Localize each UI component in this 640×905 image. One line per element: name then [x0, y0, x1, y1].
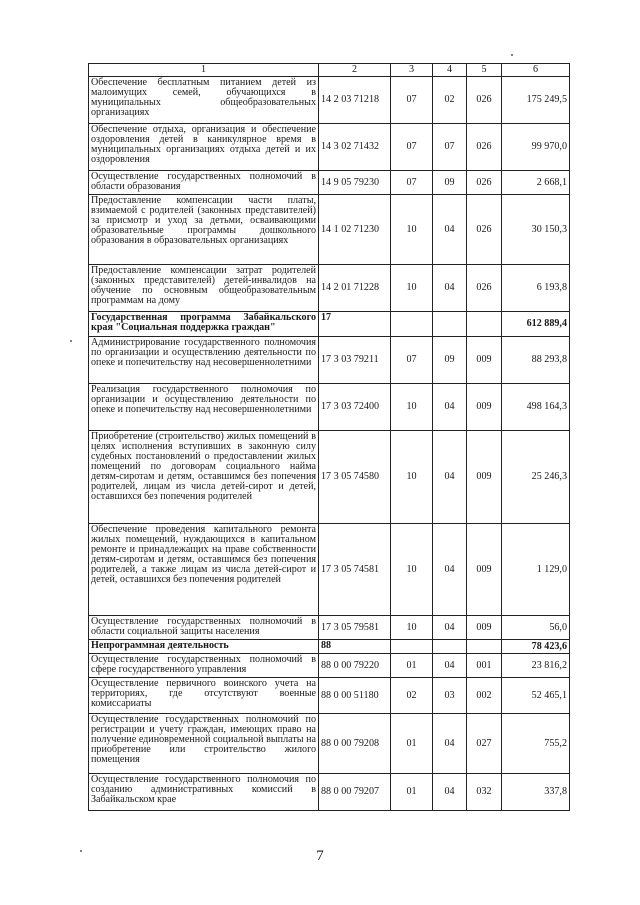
cell-expense-type: 026 [467, 195, 502, 265]
cell-name: Осуществление государственных полномочий по регистрации и учету граждан, имеющих право на получение единовременной социальной выплаты на приобретение или строительство жилого помещения [89, 714, 319, 774]
scan-speck [80, 850, 82, 852]
cell-section: 10 [391, 524, 433, 616]
cell-amount: 78 423,6 [502, 640, 570, 654]
cell-target-code: 14 2 03 71218 [319, 77, 391, 124]
table-row [89, 616, 570, 640]
cell-name: Государственная программа Забайкальского края "Социальная поддержка граждан" [89, 312, 319, 337]
cell-target-code: 17 3 05 79581 [319, 616, 391, 640]
cell-target-code: 17 3 05 74581 [319, 524, 391, 616]
cell-amount: 175 249,5 [502, 77, 570, 124]
cell-name: Обеспечение отдыха, организация и обеспечение оздоровления детей в каникулярное время в муниципальных организациях отдыха детей и их оздоровления [89, 124, 319, 171]
table-row [89, 524, 570, 616]
cell-name: Предоставление компенсации затрат родителей (законных представителей) детей-инвалидов на обучение по основным общеобразовательным программам на дому [89, 265, 319, 312]
cell-expense-type: 032 [467, 774, 502, 811]
table-body [89, 77, 570, 811]
cell-amount: 755,2 [502, 714, 570, 774]
table-row [89, 77, 570, 124]
table-row [89, 654, 570, 678]
cell-expense-type: 002 [467, 678, 502, 714]
cell-name: Администрирование государственного полномочия по организации и осуществлению деятельности по опеке и попечительству над несовершеннолетними [89, 337, 319, 384]
cell-name: Осуществление государственных полномочий в области социальной защиты населения [89, 616, 319, 640]
cell-section: 10 [391, 431, 433, 524]
cell-target-code: 17 [319, 312, 391, 337]
cell-target-code: 17 3 05 74580 [319, 431, 391, 524]
scan-speck [70, 340, 72, 342]
header-col-1: 1 [89, 64, 319, 77]
cell-amount: 52 465,1 [502, 678, 570, 714]
cell-name: Осуществление государственных полномочий в области образования [89, 171, 319, 195]
cell-subsection: 09 [433, 171, 467, 195]
cell-section: 07 [391, 171, 433, 195]
header-col-5: 5 [467, 64, 502, 77]
cell-amount: 612 889,4 [502, 312, 570, 337]
cell-section: 02 [391, 678, 433, 714]
cell-name: Непрограммная деятельность [89, 640, 319, 654]
cell-section: 01 [391, 714, 433, 774]
cell-subsection: 04 [433, 524, 467, 616]
cell-name: Обеспечение бесплатным питанием детей из малоимущих семей, обучающихся в муниципальных общеобразовательных организациях [89, 77, 319, 124]
header-col-2: 2 [319, 64, 391, 77]
cell-expense-type: 009 [467, 524, 502, 616]
table-row [89, 431, 570, 524]
cell-section: 10 [391, 384, 433, 431]
cell-amount: 1 129,0 [502, 524, 570, 616]
cell-amount: 88 293,8 [502, 337, 570, 384]
cell-subsection: 04 [433, 384, 467, 431]
header-col-6: 6 [502, 64, 570, 77]
cell-target-code: 88 [319, 640, 391, 654]
cell-target-code: 14 3 02 71432 [319, 124, 391, 171]
cell-name: Предоставление компенсации части платы, взимаемой с родителей (законных представителей) за присмотр и уход за детьми, осваивающими образовательные программы дошкольного образования в образовательных организациях [89, 195, 319, 265]
cell-section: 07 [391, 337, 433, 384]
cell-subsection: 04 [433, 195, 467, 265]
cell-expense-type: 009 [467, 616, 502, 640]
table-row [89, 678, 570, 714]
cell-name: Приобретение (строительство) жилых помещений в целях исполнения вступивших в законную силу судебных постановлений о предоставлении жилых помещений по договорам социального найма детям-сиротам и детям, оставшимся без попечения родителей, лицам из числа детей-сирот и детей, оставшихся без попечения родителей [89, 431, 319, 524]
header-col-4: 4 [433, 64, 467, 77]
table-row [89, 124, 570, 171]
table-row [89, 714, 570, 774]
cell-subsection: 04 [433, 265, 467, 312]
cell-expense-type: 026 [467, 124, 502, 171]
cell-amount: 337,8 [502, 774, 570, 811]
cell-target-code: 88 0 00 79207 [319, 774, 391, 811]
cell-name: Осуществление первичного воинского учета на территориях, где отсутствуют военные комиссариаты [89, 678, 319, 714]
scan-speck [511, 54, 513, 56]
cell-subsection: 02 [433, 77, 467, 124]
cell-section [391, 312, 433, 337]
cell-subsection [433, 640, 467, 654]
cell-amount: 56,0 [502, 616, 570, 640]
page-number: 7 [316, 848, 324, 864]
cell-expense-type: 001 [467, 654, 502, 678]
cell-subsection [433, 312, 467, 337]
cell-expense-type [467, 640, 502, 654]
cell-expense-type: 027 [467, 714, 502, 774]
cell-subsection: 04 [433, 431, 467, 524]
cell-expense-type: 009 [467, 384, 502, 431]
cell-target-code: 17 3 03 79211 [319, 337, 391, 384]
cell-amount: 25 246,3 [502, 431, 570, 524]
cell-amount: 99 970,0 [502, 124, 570, 171]
cell-target-code: 14 2 01 71228 [319, 265, 391, 312]
cell-expense-type: 026 [467, 77, 502, 124]
cell-target-code: 14 9 05 79230 [319, 171, 391, 195]
cell-subsection: 04 [433, 774, 467, 811]
cell-name: Осуществление государственных полномочий в сфере государственного управления [89, 654, 319, 678]
cell-name: Обеспечение проведения капитального ремонта жилых помещений, нуждающихся в капитальном ремонте и принадлежащих на праве собственности детям-сиротам и детям, оставшимся без попечения родителей, а также лицам из числа детей-сирот и детей, оставшихся без попечения родителей [89, 524, 319, 616]
table-row [89, 312, 570, 337]
cell-name: Осуществление государственного полномочия по созданию административных комиссий в Забайкальском крае [89, 774, 319, 811]
cell-subsection: 04 [433, 654, 467, 678]
cell-expense-type [467, 312, 502, 337]
table-row [89, 195, 570, 265]
cell-section: 10 [391, 265, 433, 312]
cell-section: 01 [391, 774, 433, 811]
cell-expense-type: 009 [467, 431, 502, 524]
cell-expense-type: 009 [467, 337, 502, 384]
cell-subsection: 07 [433, 124, 467, 171]
cell-expense-type: 026 [467, 265, 502, 312]
cell-section: 07 [391, 124, 433, 171]
cell-name: Реализация государственного полномочия по организации и осуществлению деятельности по опеке и попечительству над несовершеннолетними [89, 384, 319, 431]
cell-expense-type: 026 [467, 171, 502, 195]
cell-amount: 30 150,3 [502, 195, 570, 265]
cell-amount: 6 193,8 [502, 265, 570, 312]
cell-subsection: 04 [433, 616, 467, 640]
cell-amount: 498 164,3 [502, 384, 570, 431]
table-header-row [89, 64, 570, 77]
cell-section [391, 640, 433, 654]
cell-target-code: 88 0 00 79208 [319, 714, 391, 774]
header-col-3: 3 [391, 64, 433, 77]
cell-target-code: 88 0 00 51180 [319, 678, 391, 714]
budget-table [88, 63, 570, 811]
table-row [89, 265, 570, 312]
cell-subsection: 09 [433, 337, 467, 384]
table-row [89, 640, 570, 654]
cell-section: 10 [391, 616, 433, 640]
cell-amount: 23 816,2 [502, 654, 570, 678]
cell-target-code: 88 0 00 79220 [319, 654, 391, 678]
table-row [89, 171, 570, 195]
cell-target-code: 17 3 03 72400 [319, 384, 391, 431]
cell-amount: 2 668,1 [502, 171, 570, 195]
table-row [89, 384, 570, 431]
cell-subsection: 04 [433, 714, 467, 774]
cell-section: 10 [391, 195, 433, 265]
table-row [89, 774, 570, 811]
cell-section: 01 [391, 654, 433, 678]
cell-section: 07 [391, 77, 433, 124]
cell-subsection: 03 [433, 678, 467, 714]
cell-target-code: 14 1 02 71230 [319, 195, 391, 265]
table-row [89, 337, 570, 384]
